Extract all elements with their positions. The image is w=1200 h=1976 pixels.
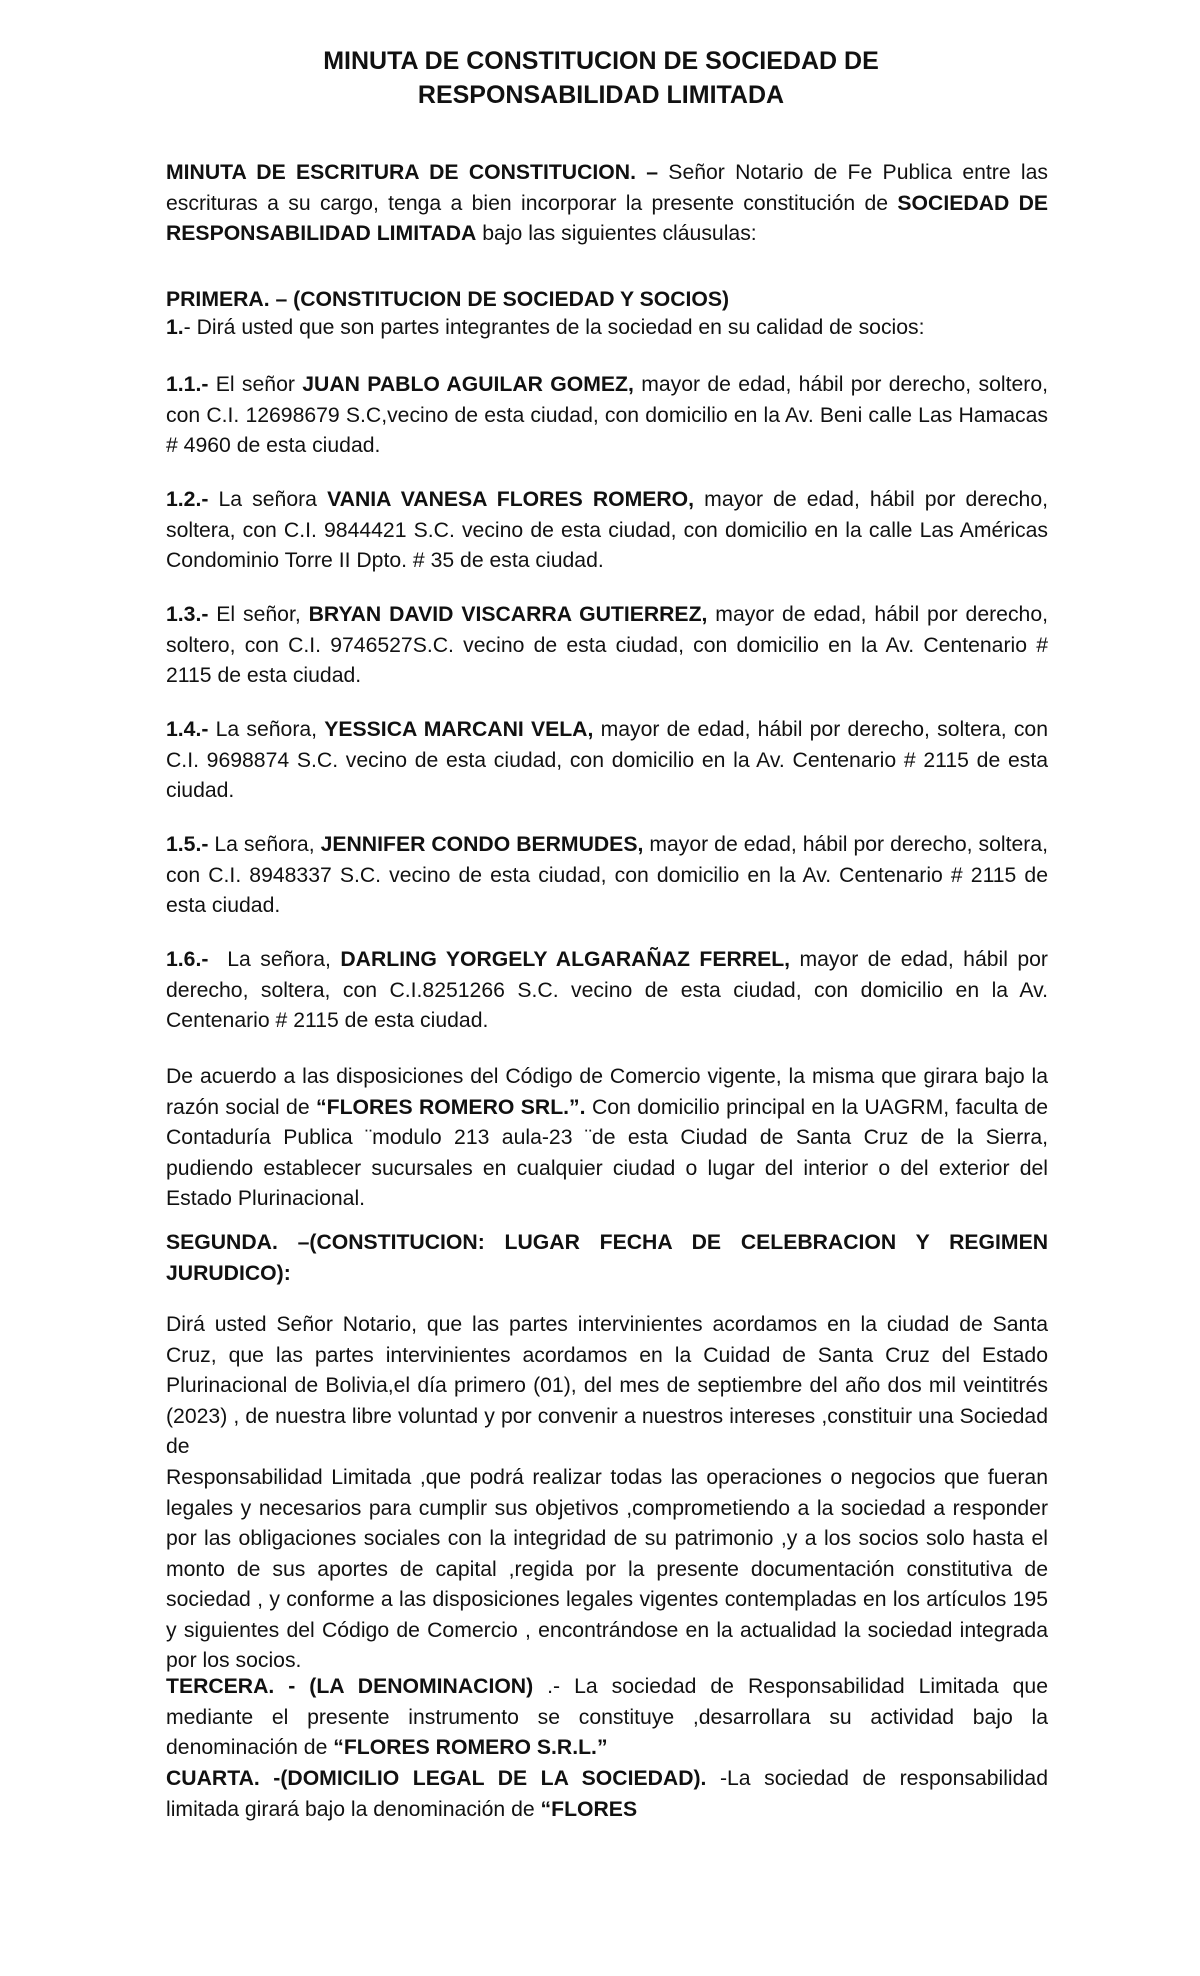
intro-company-type: SOCIEDAD DE RESPONSABILIDAD LIMITADA bbox=[166, 191, 1048, 245]
tercera-heading: TERCERA. - (LA DENOMINACION) bbox=[166, 1675, 534, 1698]
socio-name: JENNIFER CONDO BERMUDES, bbox=[320, 833, 644, 856]
intro-heading: MINUTA DE ESCRITURA DE CONSTITUCION. – bbox=[166, 161, 659, 184]
title-line-1: MINUTA DE CONSTITUCION DE SOCIEDAD DE bbox=[323, 47, 879, 75]
razon-social-paragraph: De acuerdo a las disposiciones del Código de Comercio vigente, la misma que girara bajo la razón social de “FLORES ROMERO SRL.”. Con domicilio principal en la UAGRM, faculta de Contaduría Publica ¨modulo 213 aula-23 ¨de esta Ciudad de Santa Cruz de la Sierra, pudiendo establecer sucursales en cualquier ciudad o lugar del interior o del exterior del Estado Plurinacional. bbox=[166, 1065, 1048, 1210]
socio-name: JUAN PABLO AGUILAR GOMEZ, bbox=[302, 373, 634, 396]
socio-name: VANIA VANESA FLORES ROMERO, bbox=[327, 488, 695, 511]
segunda-heading: SEGUNDA. –(CONSTITUCION: LUGAR FECHA DE CELEBRACION Y REGIMEN JURUDICO): bbox=[166, 1231, 1048, 1285]
razon-social-name: “FLORES ROMERO SRL.”. bbox=[316, 1095, 586, 1119]
socio-paragraph-4: 1.4.- La señora, YESSICA MARCANI VELA, mayor de edad, hábil por derecho, soltera, con C.I. 9698874 S.C. vecino de esta ciudad, con domicilio en la Av. Centenario # 2115 de esta ciudad. bbox=[166, 718, 1048, 802]
intro-text-1: Señor Notario de Fe Publica entre las escrituras a su cargo, tenga a bien incorporar la presente constitución de bbox=[166, 161, 1048, 215]
socio-name: BRYAN DAVID VISCARRA GUTIERREZ, bbox=[308, 603, 708, 626]
primera-intro bbox=[166, 313, 1048, 344]
socio-paragraph-3: 1.3.- El señor, BRYAN DAVID VISCARRA GUTIERREZ, mayor de edad, hábil por derecho, soltero, con C.I. 9746527S.C. vecino de esta ciudad, con domicilio en la Av. Centenario # 2115 de esta ciudad. bbox=[166, 603, 1048, 687]
socio-paragraph-1: 1.1.- El señor JUAN PABLO AGUILAR GOMEZ, mayor de edad, hábil por derecho, soltero, con C.I. 12698679 S.C,vecino de esta ciudad, con domicilio en la Av. Beni calle Las Hamacas # 4960 de esta ciudad. bbox=[166, 373, 1049, 457]
socio-name: DARLING YORGELY ALGARAÑAZ FERREL, bbox=[340, 948, 791, 971]
tercera-paragraph: TERCERA. - (LA DENOMINACION) .- La sociedad de Responsabilidad Limitada que mediante el presente instrumento se constituye ,desarrollara su actividad bajo la denominación de “FLORES ROMERO S.R.L.” bbox=[166, 1675, 1048, 1759]
segunda-paragraph-2: Responsabilidad Limitada ,que podrá realizar todas las operaciones o negocios que fueran legales y necesarios para cumplir sus objetivos ,comprometiendo a la sociedad a responder por las obligaciones sociales con la integridad de su patrimonio ,y a los socios solo hasta el monto de sus aportes de capital ,regida por la presente documentación constitutiva de sociedad , y conforme a las disposiciones legales vigentes contempladas en los artículos 195 y siguientes del Código de Comercio , encontrándose en la actualidad la sociedad integrada por los socios. bbox=[166, 1466, 1048, 1672]
primera-heading: PRIMERA. – (CONSTITUCION DE SOCIEDAD Y SOCIOS) bbox=[166, 288, 730, 311]
document-title bbox=[166, 44, 1036, 112]
socio-paragraph-5: 1.5.- La señora, JENNIFER CONDO BERMUDES, mayor de edad, hábil por derecho, soltera, con C.I. 8948337 S.C. vecino de esta ciudad, con domicilio en la Av. Centenario # 2115 de esta ciudad. bbox=[166, 833, 1048, 917]
intro-paragraph bbox=[166, 158, 1048, 250]
socio-paragraph-2: 1.2.- La señora VANIA VANESA FLORES ROMERO, mayor de edad, hábil por derecho, soltera, con C.I. 9844421 S.C. vecino de esta ciudad, con domicilio en la calle Las Américas Condominio Torre II Dpto. # 35 de esta ciudad. bbox=[166, 488, 1048, 572]
socio-paragraph-6: 1.6.- La señora, DARLING YORGELY ALGARAÑAZ FERREL, mayor de edad, hábil por derecho, soltera, con C.I.8251266 S.C. vecino de esta ciudad, con domicilio en la Av. Centenario # 2115 de esta ciudad. bbox=[166, 948, 1048, 1032]
cuarta-name: “FLORES bbox=[540, 1797, 638, 1821]
intro-text-2: bajo las siguientes cláusulas: bbox=[476, 222, 757, 245]
segunda-paragraph-1: Dirá usted Señor Notario, que las partes intervinientes acordamos en la ciudad de Santa Cruz, que las partes intervinientes acordamos en la Cuidad de Santa Cruz del Estado Plurinacional de Bolivia,el día primero (01), del mes de septiembre del año dos mil veintitrés (2023) , de nuestra libre voluntad y por convenir a nuestros intereses ,constituir una Sociedad de bbox=[166, 1313, 1048, 1458]
title-line-2: RESPONSABILIDAD LIMITADA bbox=[417, 81, 785, 109]
tercera-name: “FLORES ROMERO S.R.L.” bbox=[333, 1736, 608, 1759]
cuarta-paragraph: CUARTA. -(DOMICILIO LEGAL DE LA SOCIEDAD). -La sociedad de responsabilidad limitada girará bajo la denominación de “FLORES bbox=[166, 1767, 1048, 1821]
socio-name: YESSICA MARCANI VELA, bbox=[324, 718, 594, 741]
primera-num: 1. bbox=[166, 316, 184, 339]
cuarta-heading: CUARTA. -(DOMICILIO LEGAL DE LA SOCIEDAD). bbox=[166, 1767, 707, 1790]
primera-text: - Dirá usted que son partes integrantes de la sociedad en su calidad de socios: bbox=[183, 316, 925, 339]
